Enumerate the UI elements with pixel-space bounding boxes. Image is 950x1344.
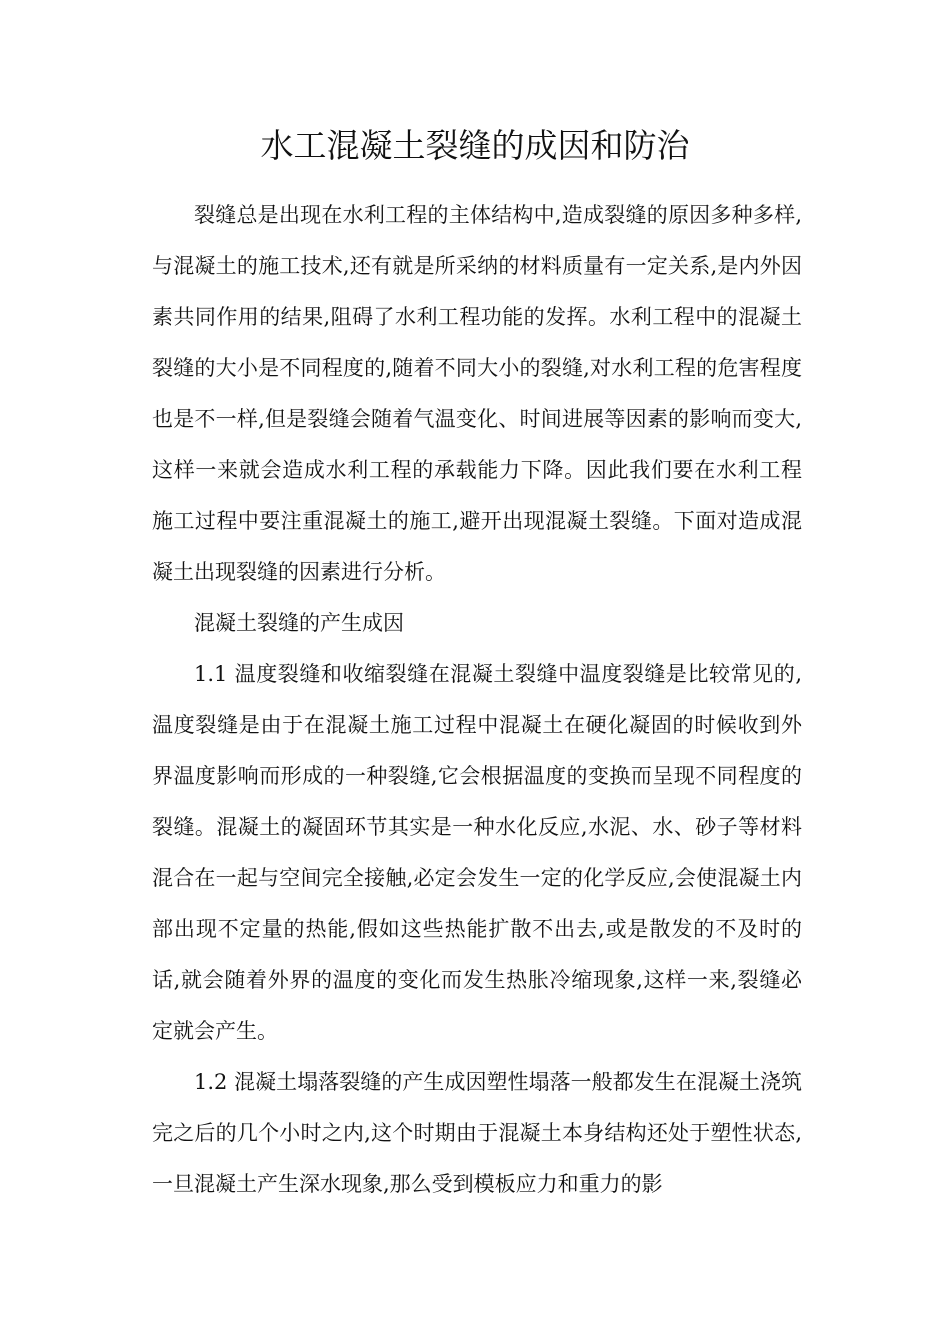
section-heading: 混凝土裂缝的产生成因 [194, 611, 404, 635]
paragraph-temperature-cracks: 1.1 温度裂缝和收缩裂缝在混凝土裂缝中温度裂缝是比较常见的,温度裂缝是由于在混凝土施工过程中混凝土在硬化凝固的时候收到外界温度影响而形成的一种裂缝,它会根据温度的变换而呈现不同程度的裂缝。混凝土的凝固环节其实是一种水化反应,水泥、水、砂子等材料混合在一起与空间完全接触,必定会发生一定的化学反应,会使混凝土内部出现不定量的热能,假如这些热能扩散不出去,或是散发的不及时的话,就会随着外界的温度的变化而发生热胀冷缩现象,这样一来,裂缝必定就会产生。 [152, 662, 802, 1043]
paragraph-slump-cracks: 1.2 混凝土塌落裂缝的产生成因塑性塌落一般都发生在混凝土浇筑完之后的几个小时之内,这个时期由于混凝土本身结构还处于塑性状态,一旦混凝土产生深水现象,那么受到模板应力和重力的影 [152, 1070, 802, 1196]
paragraph-intro: 裂缝总是出现在水利工程的主体结构中,造成裂缝的原因多种多样,与混凝土的施工技术,还有就是所采纳的材料质量有一定关系,是内外因素共同作用的结果,阻碍了水利工程功能的发挥。水利工程中的混凝土裂缝的大小是不同程度的,随着不同大小的裂缝,对水利工程的危害程度也是不一样,但是裂缝会随着气温变化、时间进展等因素的影响而变大,这样一来就会造成水利工程的承载能力下降。因此我们要在水利工程施工过程中要注重混凝土的施工,避开出现混凝土裂缝。下面对造成混凝土出现裂缝的因素进行分析。 [152, 203, 802, 584]
document-title: 水工混凝土裂缝的成因和防治 [260, 126, 690, 165]
document-body [152, 190, 802, 1210]
